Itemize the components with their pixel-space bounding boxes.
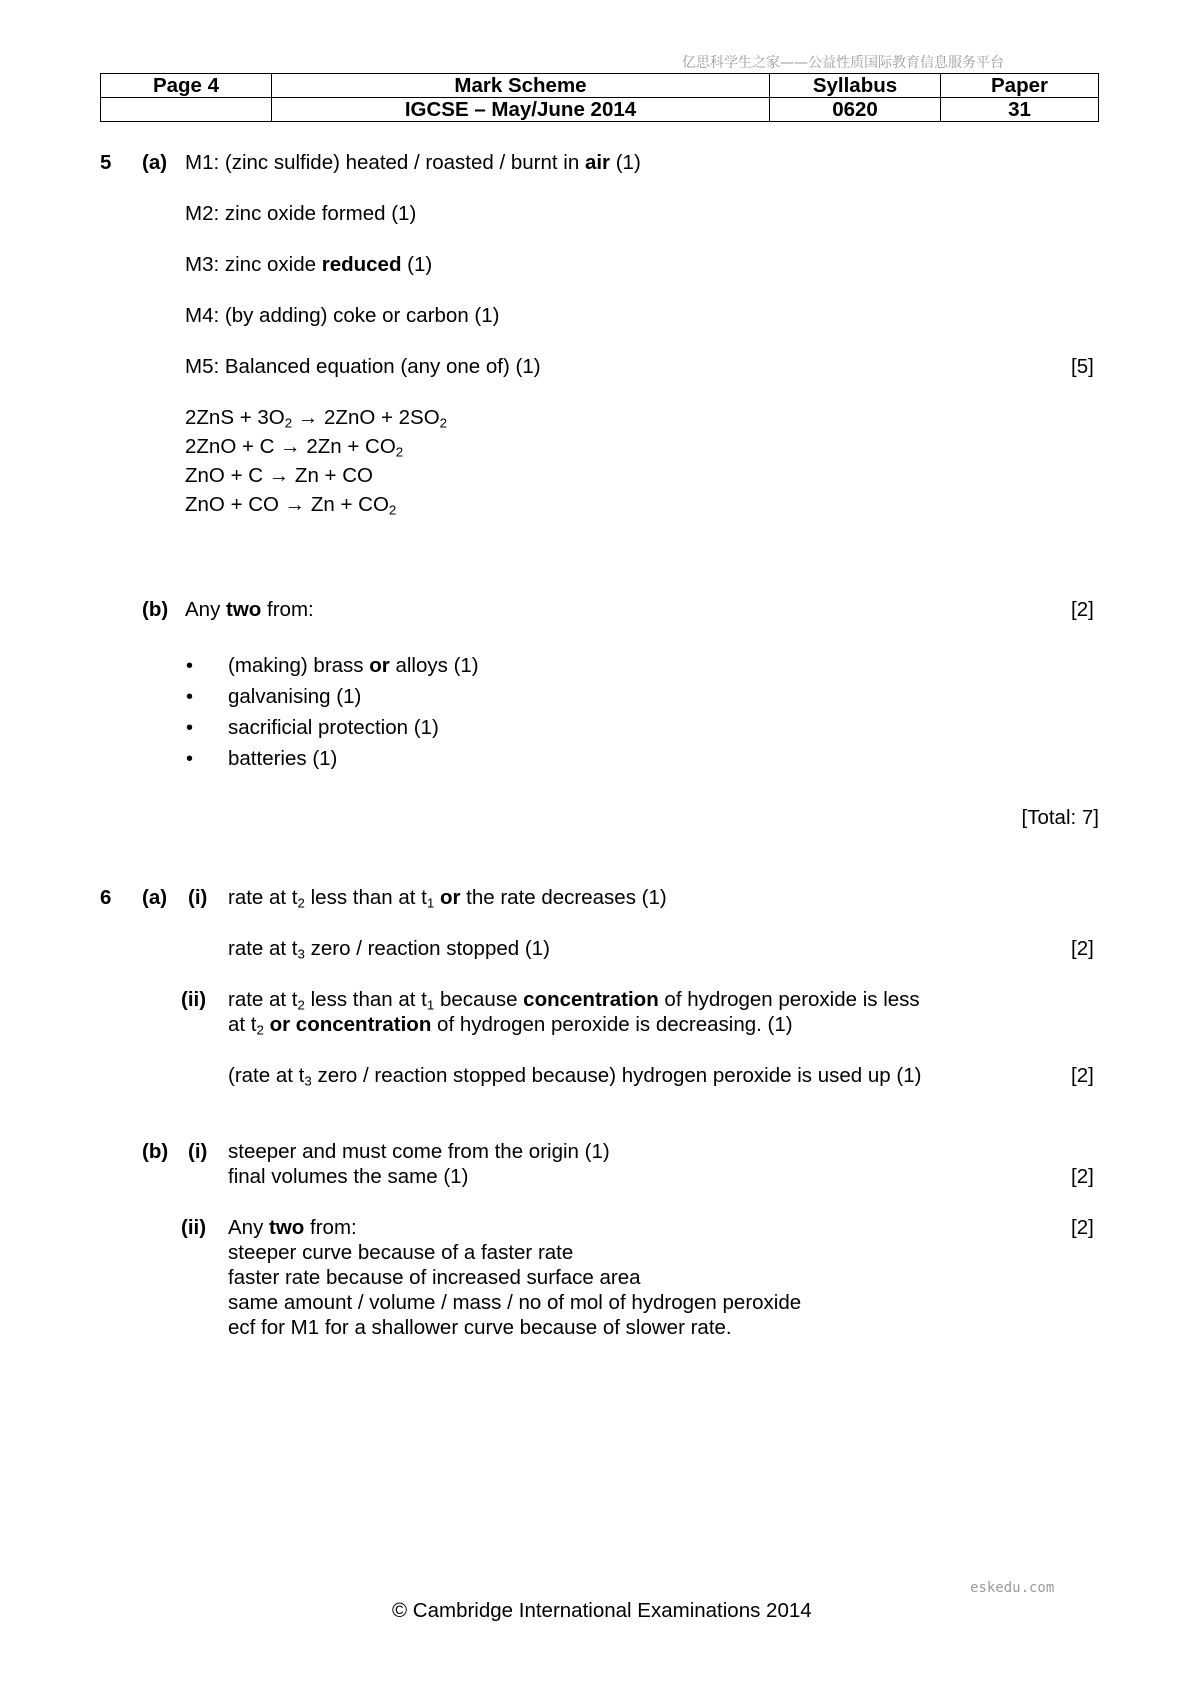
header-table [100,73,1099,122]
q6bii-intro: Any two from: [228,1216,357,1239]
header-syllabus-code: 0620 [770,98,941,122]
q6a-label: (a) [142,886,168,909]
q6ai-line-2: rate at $t_3$ zero / reaction stopped (1) [228,937,550,962]
header-empty-cell [101,98,272,122]
q5a-m4: M4: (by adding) coke or carbon (1) [185,304,500,327]
q6bii-line-4: ecf for M1 for a shallower curve because of slower rate. [228,1316,732,1339]
header-paper-num: 31 [941,98,1099,122]
q5a-m2: M2: zinc oxide formed (1) [185,202,417,225]
q6bii-line-1: steeper curve because of a faster rate [228,1241,574,1264]
q5-number: 5 [100,151,112,174]
header-page: Page 4 [101,74,272,98]
q5a-mark: [5] [1071,355,1094,378]
q6bii-label: (ii) [181,1216,207,1239]
q6bi-mark: [2] [1071,1165,1094,1188]
q6-number: 6 [100,886,112,909]
q5a-m3: M3: zinc oxide reduced (1) [185,253,433,276]
q6bii-mark: [2] [1071,1216,1094,1239]
bullet-icon: • [186,686,194,708]
q5b-label: (b) [142,598,169,621]
watermark-bottom: eskedu.com [970,1580,1055,1596]
watermark-top: 亿思科学生之家——公益性质国际教育信息服务平台 [682,55,1004,71]
q6bi-line-1: steeper and must come from the origin (1) [228,1140,610,1163]
footer-copyright: © Cambridge International Examinations 2014 [392,1599,812,1622]
q5a-label: (a) [142,151,168,174]
q6aii-line-1: rate at $t_2$ less than at $t_1$ because concentration of hydrogen peroxide is less [228,988,920,1013]
q6ai-label: (i) [188,886,208,909]
q5b-bullet-4: batteries (1) [228,747,338,770]
q6ai-mark: [2] [1071,937,1094,960]
equation-3: ZnO + C → Zn + CO [185,464,373,487]
q6bii-line-2: faster rate because of increased surface area [228,1266,641,1289]
bullet-icon: • [186,717,194,739]
q5a-m5: M5: Balanced equation (any one of) (1) [185,355,541,378]
q6bii-line-3: same amount / volume / mass / no of mol of hydrogen peroxide [228,1291,802,1314]
equation-1: $2ZnS + 3O_2 \to 2ZnO + 2SO_2$ [185,406,448,431]
q5b-intro: Any two from: [185,598,314,621]
q6aii-label: (ii) [181,988,207,1011]
q6b-label: (b) [142,1140,169,1163]
q6aii-line-2: at $t_2$ or concentration of hydrogen peroxide is decreasing. (1) [228,1013,793,1038]
header-mark-scheme: Mark Scheme [272,74,770,98]
q6bi-line-2: final volumes the same (1) [228,1165,469,1188]
q5b-bullet-3: sacrificial protection (1) [228,716,439,739]
header-paper-label: Paper [941,74,1099,98]
bullet-icon: • [186,655,194,677]
q6bi-label: (i) [188,1140,208,1163]
equation-4: ZnO + CO → $Zn + CO_2$ [185,493,397,518]
q5b-mark: [2] [1071,598,1094,621]
equation-2: $2ZnO + C \to 2Zn + CO_2$ [185,435,404,460]
q5b-bullet-2: galvanising (1) [228,685,362,708]
header-syllabus-label: Syllabus [770,74,941,98]
q5-total: [Total: 7] [1021,806,1099,829]
q6aii-mark: [2] [1071,1064,1094,1087]
q5a-m1: M1: (zinc sulfide) heated / roasted / burnt in air (1) [185,151,641,174]
q6ai-line-1: rate at $t_2$ less than at $t_1$ or the rate decreases (1) [228,886,667,911]
header-exam: IGCSE – May/June 2014 [272,98,770,122]
q5b-bullet-1: (making) brass or alloys (1) [228,654,479,677]
q6aii-line-3: (rate at $t_3$ zero / reaction stopped because) hydrogen peroxide is used up (1) [228,1064,922,1089]
bullet-icon: • [186,748,194,770]
